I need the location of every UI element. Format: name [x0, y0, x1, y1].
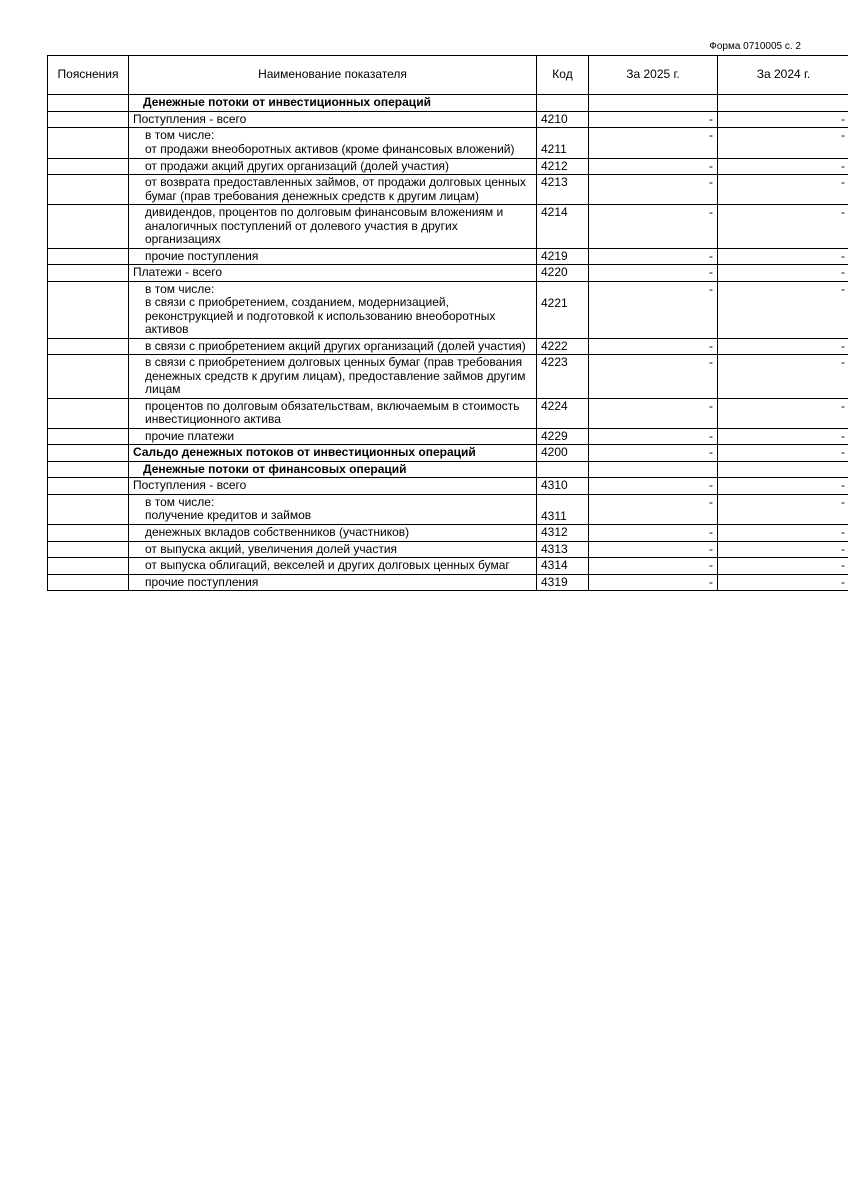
including-label: в том числе:: [145, 281, 215, 296]
table-row: [48, 338, 848, 355]
value-2024: [718, 461, 848, 478]
value-2025: -: [589, 205, 718, 249]
value-2025: -: [589, 558, 718, 575]
notes-cell: [48, 478, 129, 495]
table-row: [48, 494, 848, 525]
notes-cell: [48, 205, 129, 249]
value-2024: -: [718, 558, 848, 575]
value-2024: -: [718, 541, 848, 558]
notes-cell: [48, 558, 129, 575]
code-cell: 4220: [537, 265, 589, 282]
table-row: [48, 558, 848, 575]
value-2024: -: [718, 574, 848, 591]
indicator-name: Поступления - всего: [129, 111, 537, 128]
indicator-name: в связи с приобретением долговых ценных бумаг (прав требования денежных средств к другим лицам), предоставление займов другим лицам: [129, 355, 537, 399]
value-2024: -: [718, 128, 848, 159]
code-cell: 4221: [537, 281, 589, 338]
table-row: [48, 461, 848, 478]
indicator-name: процентов по долговым обязательствам, включаемым в стоимость инвестиционного актива: [129, 398, 537, 428]
table-row: [48, 398, 848, 428]
value-2025: -: [589, 494, 718, 525]
indicator-name: [129, 281, 537, 338]
table-row: [48, 95, 848, 112]
indicator-label: получение кредитов и займов: [145, 508, 312, 522]
table-row: [48, 205, 848, 249]
table-row: [48, 478, 848, 495]
value-2024: -: [718, 265, 848, 282]
notes-cell: [48, 574, 129, 591]
indicator-name: в связи с приобретением акций других организаций (долей участия): [129, 338, 537, 355]
value-2024: -: [718, 111, 848, 128]
header-code: Код: [537, 56, 589, 95]
value-2024: -: [718, 281, 848, 338]
value-2025: -: [589, 445, 718, 462]
indicator-name: [129, 128, 537, 159]
table-row: [48, 541, 848, 558]
indicator-name: от выпуска облигаций, векселей и других долговых ценных бумаг: [129, 558, 537, 575]
indicator-name: Поступления - всего: [129, 478, 537, 495]
form-code: Форма 0710005 с. 2: [709, 41, 801, 52]
notes-cell: [48, 158, 129, 175]
code-cell: 4200: [537, 445, 589, 462]
value-2024: -: [718, 248, 848, 265]
indicator-label: в связи с приобретением, созданием, модернизацией, реконструкцией и подготовкой к использованию внеоборотных активов: [145, 295, 496, 336]
value-2024: -: [718, 158, 848, 175]
code-cell: 4312: [537, 525, 589, 542]
value-2024: -: [718, 398, 848, 428]
indicator-name: от выпуска акций, увеличения долей участия: [129, 541, 537, 558]
header-notes: Пояснения: [48, 56, 129, 95]
indicator-name: прочие поступления: [129, 574, 537, 591]
value-2025: -: [589, 265, 718, 282]
table-row: [48, 428, 848, 445]
notes-cell: [48, 248, 129, 265]
value-2025: [589, 95, 718, 112]
table-row: [48, 128, 848, 159]
cash-flow-table: [47, 55, 848, 591]
value-2024: -: [718, 494, 848, 525]
value-2025: -: [589, 128, 718, 159]
notes-cell: [48, 95, 129, 112]
notes-cell: [48, 111, 129, 128]
code-cell: [537, 461, 589, 478]
table-row: [48, 355, 848, 399]
code-cell: 4210: [537, 111, 589, 128]
notes-cell: [48, 338, 129, 355]
table-row: [48, 445, 848, 462]
code-cell: 4223: [537, 355, 589, 399]
header-2024: За 2024 г.: [718, 56, 848, 95]
value-2025: -: [589, 175, 718, 205]
including-label: в том числе:: [145, 128, 215, 142]
value-2025: -: [589, 541, 718, 558]
code-cell: 4222: [537, 338, 589, 355]
table-header-row: [48, 56, 848, 95]
value-2025: [589, 461, 718, 478]
code-cell: 4313: [537, 541, 589, 558]
code-cell: 4224: [537, 398, 589, 428]
code-cell: 4214: [537, 205, 589, 249]
indicator-name: [129, 494, 537, 525]
value-2025: -: [589, 478, 718, 495]
value-2025: -: [589, 281, 718, 338]
table-row: [48, 265, 848, 282]
notes-cell: [48, 494, 129, 525]
indicator-name: Денежные потоки от инвестиционных операций: [129, 95, 537, 112]
indicator-name: прочие поступления: [129, 248, 537, 265]
value-2024: -: [718, 175, 848, 205]
indicator-name: Денежные потоки от финансовых операций: [129, 461, 537, 478]
notes-cell: [48, 541, 129, 558]
table-row: [48, 248, 848, 265]
table-row: [48, 175, 848, 205]
table-row: [48, 281, 848, 338]
value-2024: -: [718, 478, 848, 495]
value-2025: -: [589, 525, 718, 542]
table-row: [48, 158, 848, 175]
value-2025: -: [589, 355, 718, 399]
code-cell: 4229: [537, 428, 589, 445]
value-2024: -: [718, 445, 848, 462]
table-row: [48, 525, 848, 542]
value-2025: -: [589, 574, 718, 591]
notes-cell: [48, 175, 129, 205]
notes-cell: [48, 128, 129, 159]
code-cell: 4219: [537, 248, 589, 265]
code-cell: 4310: [537, 478, 589, 495]
code-cell: [537, 95, 589, 112]
value-2024: -: [718, 338, 848, 355]
value-2025: -: [589, 338, 718, 355]
value-2025: -: [589, 158, 718, 175]
indicator-name: от продажи акций других организаций (долей участия): [129, 158, 537, 175]
indicator-name: денежных вкладов собственников (участников): [129, 525, 537, 542]
notes-cell: [48, 265, 129, 282]
code-cell: 4314: [537, 558, 589, 575]
notes-cell: [48, 461, 129, 478]
value-2025: -: [589, 111, 718, 128]
notes-cell: [48, 398, 129, 428]
indicator-name: Сальдо денежных потоков от инвестиционных операций: [129, 445, 537, 462]
including-label: в том числе:: [145, 494, 215, 509]
code-cell: 4213: [537, 175, 589, 205]
table-row: [48, 574, 848, 591]
header-name: Наименование показателя: [129, 56, 537, 95]
value-2024: -: [718, 428, 848, 445]
value-2024: -: [718, 525, 848, 542]
table-row: [48, 111, 848, 128]
value-2025: -: [589, 398, 718, 428]
code-cell: 4212: [537, 158, 589, 175]
code-cell: 4211: [537, 128, 589, 159]
value-2025: -: [589, 248, 718, 265]
notes-cell: [48, 445, 129, 462]
value-2024: [718, 95, 848, 112]
indicator-name: дивидендов, процентов по долговым финансовым вложениям и аналогичных поступлений от долевого участия в других организациях: [129, 205, 537, 249]
header-2025: За 2025 г.: [589, 56, 718, 95]
value-2024: -: [718, 205, 848, 249]
value-2025: -: [589, 428, 718, 445]
indicator-name: от возврата предоставленных займов, от продажи долговых ценных бумаг (прав требования денежных средств к другим лицам): [129, 175, 537, 205]
table-body: [48, 95, 848, 591]
value-2024: -: [718, 355, 848, 399]
indicator-name: Платежи - всего: [129, 265, 537, 282]
notes-cell: [48, 428, 129, 445]
code-cell: 4311: [537, 494, 589, 525]
notes-cell: [48, 281, 129, 338]
notes-cell: [48, 355, 129, 399]
notes-cell: [48, 525, 129, 542]
indicator-name: прочие платежи: [129, 428, 537, 445]
code-cell: 4319: [537, 574, 589, 591]
indicator-label: от продажи внеоборотных активов (кроме финансовых вложений): [145, 141, 515, 156]
